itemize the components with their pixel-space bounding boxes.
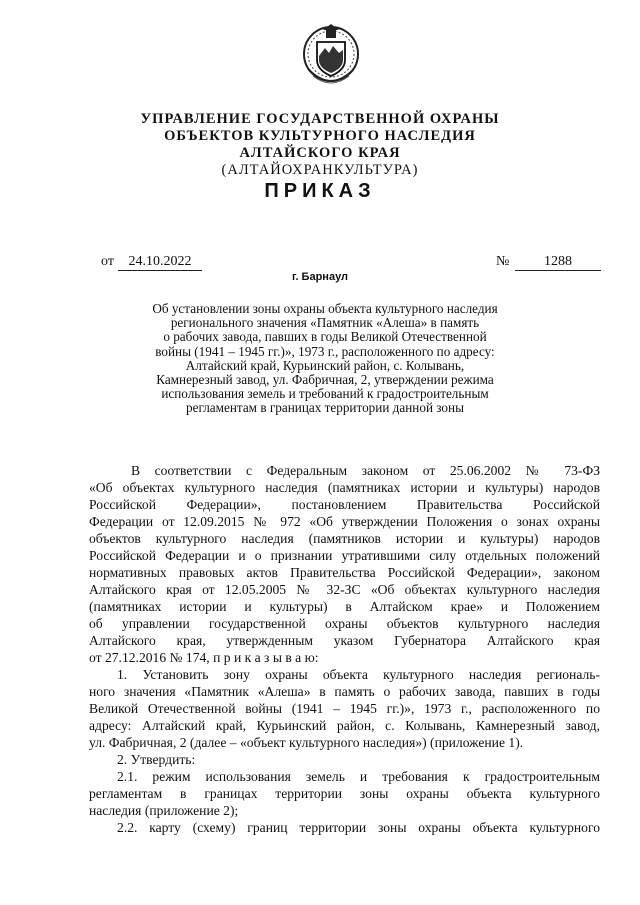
subject-line: регламентам в границах территории данной зоны	[186, 400, 464, 416]
date-label: от	[101, 254, 114, 269]
body-line: 2. Утвердить:	[117, 752, 196, 767]
document-subject	[120, 302, 530, 416]
body-line: В соответствии с Федеральным законом от 25.06.2002 № 73-ФЗ	[131, 463, 600, 478]
org-name-line-3: АЛТАЙСКОГО КРАЯ	[239, 145, 401, 161]
number-label: №	[496, 254, 510, 269]
body-line: Алтайского края, утвержденным указом Губернатора Алтайского края	[89, 633, 600, 648]
body-line: Алтайского края от 12.05.2005 № 32-ЗС «Об объектах культурного наследия	[89, 582, 600, 597]
body-line: об управлении государственной охраны объектов культурного наследия	[89, 616, 600, 631]
coat-of-arms-icon	[299, 20, 363, 92]
body-line: 2.1. режим использования земель и требования к градостроительным	[117, 769, 600, 784]
city: г. Барнаул	[291, 271, 349, 283]
org-name-line-2: ОБЪЕКТОВ КУЛЬТУРНОГО НАСЛЕДИЯ	[164, 128, 476, 144]
org-name-line-1: УПРАВЛЕНИЕ ГОСУДАРСТВЕННОЙ ОХРАНЫ	[140, 111, 500, 127]
body-line: 1. Установить зону охраны объекта культурного наследия региональ-	[117, 667, 600, 682]
subject-line: Камнерезный завод, ул. Фабричная, 2, утверждении режима	[156, 372, 494, 388]
document-date: 24.10.2022	[118, 254, 202, 271]
subject-line: Алтайский край, Курьинский район, с. Колывань,	[185, 357, 465, 373]
subject-line: о рабочих завода, павших в годы Великой Отечественной	[163, 329, 487, 345]
document-type-title: ПРИКАЗ	[264, 180, 376, 202]
body-line: адресу: Алтайский край, Курьинский район, с. Колывань, Камнерезный завод,	[89, 718, 600, 733]
body-line: Федерации от 12.09.2015 № 972 «Об утверждении Положения о зонах охраны	[89, 514, 600, 529]
document-number: 1288	[515, 254, 601, 271]
body-line: от 27.12.2016 № 174, п р и к а з ы в а ю:	[89, 650, 319, 665]
body-line: Великой Отечественной войны (1941 – 1945 гг.)», 1973 г., расположенного по	[89, 701, 600, 716]
body-line: регламентам в границах территории зоны охраны объекта культурного	[89, 786, 600, 801]
body-line: Российской Федерации», постановлением Правительства Российской	[89, 497, 600, 512]
body-line: нормативных правовых актов Правительства Российской Федерации», законом	[89, 565, 600, 580]
org-short-name: (АЛТАЙОХРАНКУЛЬТУРА)	[221, 162, 419, 178]
body-line: 2.2. карту (схему) границ территории зоны охраны объекта культурного	[117, 820, 600, 835]
body-line: ного значения «Памятник «Алеша» в память о рабочих завода, павших в годы	[89, 684, 600, 699]
subject-line: использования земель и требований к градостроительным	[161, 386, 489, 402]
subject-line: Об установлении зоны охраны объекта культурного наследия	[152, 301, 498, 316]
body-line: наследия (приложение 2);	[89, 803, 239, 818]
subject-line: войны (1941 – 1945 гг.)», 1973 г., расположенного по адресу:	[155, 343, 495, 359]
body-line: ул. Фабричная, 2 (далее – «объект культурного наследия») (приложение 1).	[89, 735, 524, 750]
subject-line: регионального значения «Памятник «Алеша» в память	[170, 315, 480, 331]
body-line: объектов культурного наследия (памятников истории и культуры) народов	[89, 531, 600, 546]
body-line: (памятниках истории и культуры) в Алтайском крае» и Положением	[89, 599, 600, 614]
body-line: Российской Федерации и о признании утратившими силу отдельных положений	[89, 548, 600, 563]
body-line: «Об объектах культурного наследия (памятниках истории и культуры) народов	[89, 480, 600, 495]
